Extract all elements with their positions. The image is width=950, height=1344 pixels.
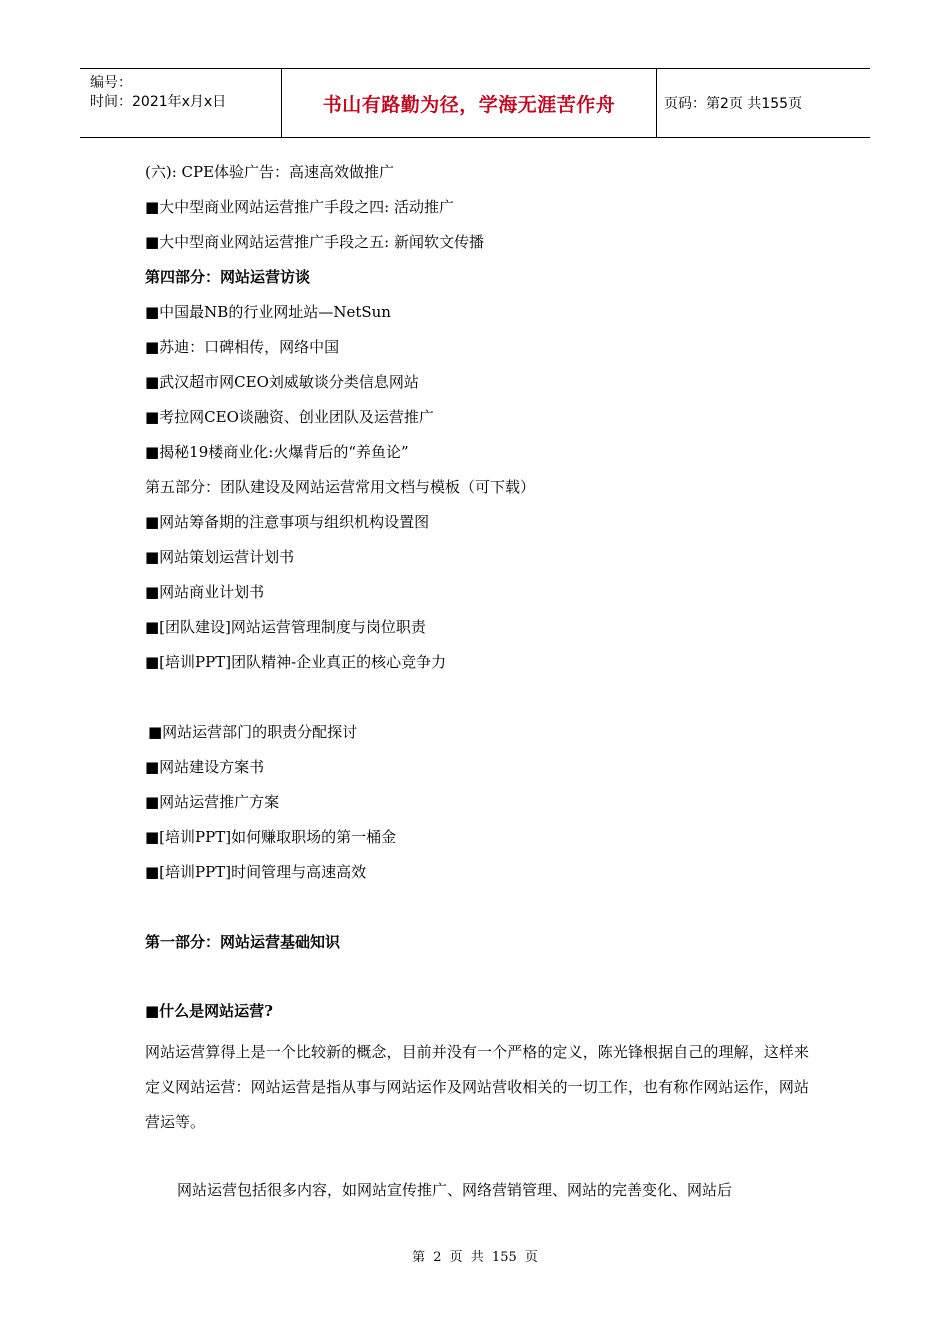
toc-section-heading: 第四部分：网站运营访谈	[145, 268, 311, 286]
toc-item: ■网站建设方案书	[145, 758, 265, 776]
toc-item: ■[培训PPT]时间管理与高速高效	[145, 863, 367, 881]
header-page-cell	[656, 69, 870, 137]
page-number-label: 页码：第2页 共155页	[664, 96, 803, 112]
toc-item: ■武汉超市网CEO刘威敏谈分类信息网站	[145, 373, 419, 391]
body-paragraph: 网站运营包括很多内容，如网站宣传推广、网络营销管理、网站的完善变化、网站后	[177, 1181, 733, 1199]
toc-item: ■苏迪：口碑相传，网络中国	[145, 338, 340, 356]
toc-item: ■[培训PPT]如何赚取职场的第一桶金	[145, 828, 397, 846]
motto: 书山有路勤为径，学海无涯苦作舟	[322, 94, 616, 116]
toc-item: ■网站运营部门的职责分配探讨	[148, 723, 358, 741]
question-heading: ■什么是网站运营?	[145, 1002, 273, 1020]
date-label: 时间：2021年x月x日	[90, 94, 227, 110]
toc-item: ■网站筹备期的注意事项与组织机构设置图	[145, 513, 430, 531]
toc-item: ■[团队建设]网站运营管理制度与岗位职责	[145, 618, 426, 636]
toc-item: ■大中型商业网站运营推广手段之四: 活动推广	[145, 198, 454, 216]
toc-section-heading: 第五部分：团队建设及网站运营常用文档与模板（可下载）	[145, 478, 536, 496]
toc-item: ■网站运营推广方案	[145, 793, 280, 811]
toc-item: ■揭秘19楼商业化:火爆背后的“养鱼论”	[145, 443, 409, 461]
section-heading: 第一部分：网站运营基础知识	[145, 933, 341, 951]
body-paragraph: 网站运营算得上是一个比较新的概念，目前并没有一个严格的定义，陈光锋根据自己的理解，这样来定义网站运营：网站运营是指从事与网站运作及网站营收相关的一切工作，也有称作网站运作，网站营运等。	[145, 1043, 809, 1131]
page-header	[80, 68, 870, 138]
toc-item: ■考拉网CEO谈融资、创业团队及运营推广	[145, 408, 434, 426]
toc-item: (六): CPE体验广告：高速高效做推广	[145, 163, 395, 181]
header-motto-cell	[281, 69, 657, 137]
header-meta-cell	[80, 69, 281, 137]
toc-item: ■网站商业计划书	[145, 583, 265, 601]
serial-number-label: 编号：	[90, 75, 132, 91]
toc-item: ■中国最NB的行业网址站—NetSun	[145, 303, 391, 321]
toc-item: ■大中型商业网站运营推广手段之五: 新闻软文传播	[145, 233, 484, 251]
toc-item: ■网站策划运营计划书	[145, 548, 295, 566]
toc-item: ■[培训PPT]团队精神-企业真正的核心竞争力	[145, 653, 447, 671]
page-footer: 第 2 页 共 155 页	[412, 1250, 538, 1265]
